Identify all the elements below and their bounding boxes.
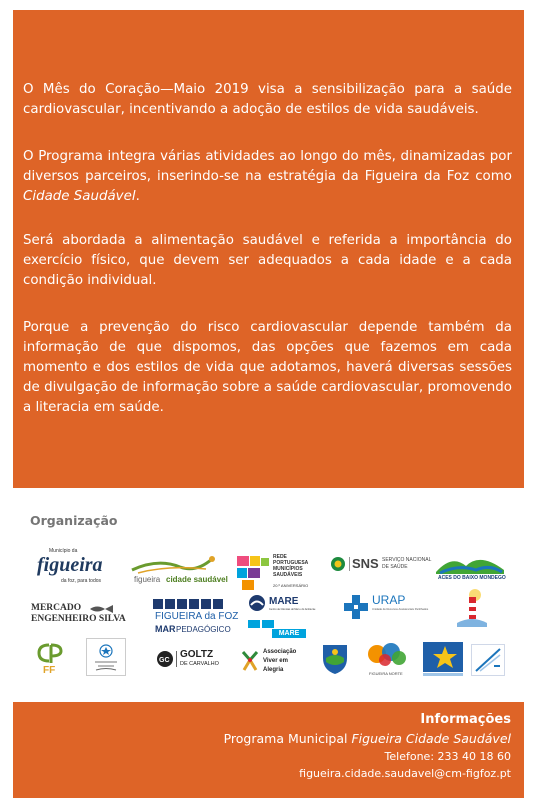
- rede-line3: MUNICÍPIOS: [273, 566, 303, 572]
- sns-circle-icon: [330, 556, 346, 572]
- mar-pedagogico-line3: PEDAGÓGICO: [176, 625, 231, 634]
- program-prefix: Programa Municipal: [223, 731, 352, 746]
- mercado-line2: ENGENHEIRO SILVA: [31, 614, 126, 624]
- program-text: O Programa integra várias atividades ao longo do mês, dinamizadas por diversos parceiros, inserindo-se na estratégia da Figueira da Foz como: [23, 149, 512, 184]
- phone-number[interactable]: Telefone: 233 40 18 60: [384, 750, 511, 763]
- sns-logo: [330, 554, 432, 574]
- sns-acronym: SNS: [352, 556, 379, 571]
- program-line: [224, 731, 511, 746]
- viver-line2: Viver em: [263, 658, 288, 664]
- prevention-paragraph: Porque a prevenção do risco cardiovascular depende também da informação de que dispomos, das opções que fazemos em cada momento e dos estilos de vida que adotamos, haverá diversas sessões de divulgação de informação sobre a saúde cardiovascular, promovendo a literacia em saúde.: [23, 320, 512, 415]
- sea-star-logo: [423, 642, 463, 678]
- mare-icon: [248, 594, 266, 612]
- diagonal-emblem-logo: [471, 644, 505, 676]
- rede-line1: REDE: [273, 554, 287, 560]
- goltz-line2: DE CARVALHO: [180, 661, 219, 667]
- mare-logo: [248, 593, 316, 638]
- urap-logo: [344, 593, 429, 621]
- mar-pedagogico-logo: [153, 598, 239, 638]
- program-text-end: .: [135, 189, 140, 204]
- rede-line4: SAUDÁVEIS: [273, 572, 303, 578]
- mercado-engenheiro-silva-logo: [31, 603, 126, 625]
- figueira-cidade-saudavel-logo: [128, 553, 228, 586]
- municipio-small-label: Município da: [49, 548, 78, 554]
- star-emblem-icon: [87, 639, 125, 675]
- goltz-circle-icon: [156, 650, 174, 668]
- aces-hills-icon: [436, 552, 504, 574]
- municipio-figueira-logo: [25, 546, 117, 588]
- mar-pedagogico-line2: MAR: [155, 624, 176, 634]
- mare-tag: MARE: [272, 629, 306, 638]
- intro-paragraph: O Mês do Coração—Maio 2019 visa a sensibilização para a saúde cardiovascular, incentivando a adoção de estilos de vida saudáveis.: [23, 82, 512, 117]
- description-panel: [13, 10, 524, 488]
- urap-sub: Unidade de Recursos Assistenciais Partilhados: [372, 608, 429, 611]
- mar-pedagogico-line1: FIGUEIRA da FOZ: [155, 611, 239, 622]
- municipio-tagline: da foz, para todos: [61, 578, 102, 584]
- viver-line1: Associação: [263, 649, 297, 655]
- svg-text:GC: GC: [159, 657, 170, 664]
- cidade-saudavel-swoosh-icon: [128, 553, 220, 575]
- mercado-line1: MERCADO: [31, 603, 82, 613]
- info-title: Informações: [420, 712, 511, 727]
- diagonal-emblem-icon: [472, 645, 504, 675]
- goltz-de-carvalho-logo: [156, 648, 226, 670]
- lighthouse-logo: [455, 587, 489, 627]
- cp-logo: [37, 643, 63, 675]
- nutrition-paragraph: Será abordada a alimentação saudável e referida a importância do exercício físico, que devem ser adequados a cada idade e a cada condição individual.: [23, 233, 512, 288]
- mare-name: MARE: [269, 596, 299, 607]
- sns-line1: SERVIÇO NACIONAL: [382, 557, 432, 563]
- mare-sub: Centro de Ciências do Mar e do Ambiente: [269, 608, 316, 611]
- organization-title: Organização: [30, 513, 118, 528]
- shield-crest-logo: [320, 642, 350, 676]
- lighthouse-icon: [455, 587, 489, 627]
- star-emblem-logo: [86, 638, 126, 676]
- healthy-city-emphasis: Cidade Saudável: [23, 189, 136, 204]
- mar-pedagogico-icons: [153, 598, 225, 610]
- figueira-norte-logo: [365, 640, 411, 678]
- goltz-line1: GOLTZ: [180, 649, 214, 660]
- sea-star-icon: [423, 642, 463, 678]
- viver-figure-icon: [241, 650, 259, 672]
- rede-puzzle-icon: [236, 555, 270, 591]
- viver-em-alegria-logo: [241, 647, 311, 679]
- figueira-norte-icon: [365, 640, 411, 670]
- urap-name: URAP: [372, 593, 406, 607]
- rede-municipios-saudaveis-logo: [236, 553, 316, 593]
- sns-line2: DE SAÚDE: [382, 564, 408, 570]
- program-name: Figueira Cidade Saudável: [351, 731, 511, 746]
- aces-baixo-mondego-logo: [436, 552, 504, 582]
- cidade-saudavel-suffix: cidade saudável: [166, 575, 228, 584]
- aces-name: ACES DO BAIXO MONDEGO: [438, 575, 506, 581]
- info-panel: [13, 702, 524, 798]
- program-paragraph: [23, 147, 512, 207]
- municipio-name: figueira: [37, 554, 103, 576]
- mercado-fish-icon: [89, 604, 115, 614]
- viver-line3: Alegria: [263, 667, 284, 673]
- rede-line2: PORTUGUESA: [273, 560, 309, 566]
- svg-text:FF: FF: [43, 665, 56, 675]
- figueira-norte-name: FIGUEIRA NORTE: [369, 671, 403, 676]
- shield-crest-icon: [320, 642, 350, 676]
- cp-emblem-icon: [37, 643, 63, 675]
- cidade-saudavel-prefix: figueira: [134, 575, 161, 584]
- urap-cross-icon: [344, 595, 368, 619]
- rede-line5: 20.º ANIVERSÁRIO: [273, 583, 309, 588]
- email-address[interactable]: figueira.cidade.saudavel@cm-figfoz.pt: [299, 767, 511, 780]
